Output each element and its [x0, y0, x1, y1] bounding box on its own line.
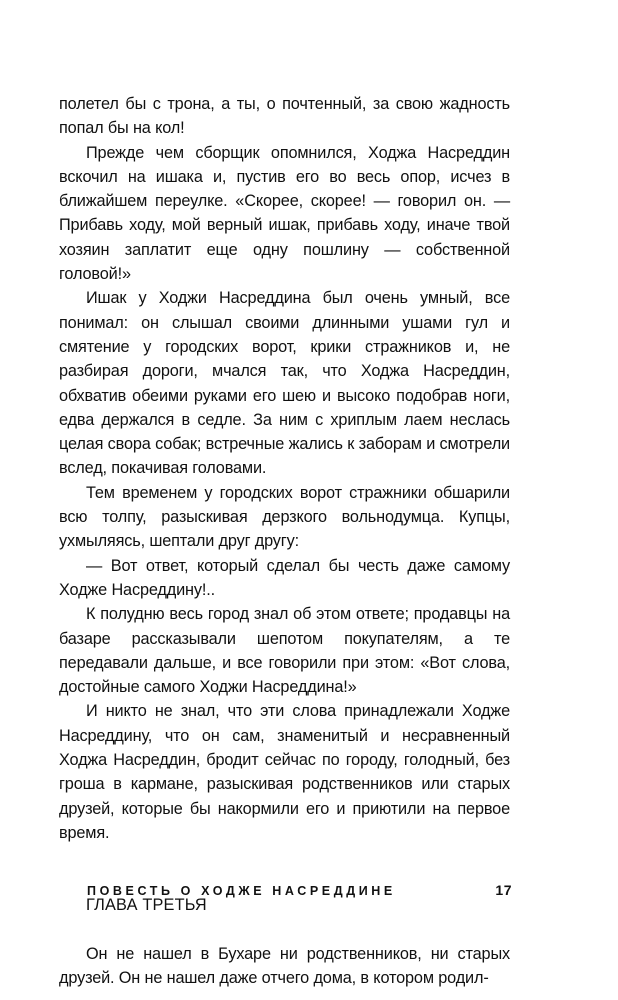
paragraph: Прежде чем сборщик опомнился, Ходжа Насреддин вскочил на ишака и, пустив его во весь опор, исчез в ближайшем переулке. «Скорее, скорее! — говорил он. — Прибавь ходу, мой верный ишак, прибавь ходу, иначе твой хозяин заплатит еще одну пошлину — собственной головой!» [59, 143, 510, 284]
book-page [59, 92, 510, 990]
paragraph: полетел бы с трона, а ты, о почтенный, за свою жадность попал бы на кол! [59, 95, 510, 138]
page-number: 17 [495, 882, 512, 898]
paragraph: Ишак у Ходжи Насреддина был очень умный, все понимал: он слышал своими длинными ушами гул и смятение у городских ворот, крики стражников и, не разбирая дороги, мчался так, что Ходжа Насреддин, обхватив обеими руками его шею и высоко подобрав ноги, едва держался в седле. За ним с хриплым лаем неслась целая свора собак; встречные жались к заборам и смотрели вслед, покачивая головами. [59, 289, 510, 478]
page-footer [87, 882, 512, 898]
paragraph: И никто не знал, что эти слова принадлежали Ходже Насреддину, что он сам, знаменитый и несравненный Ходжа Насреддин, бродит сейчас по городу, голодный, без гроша в кармане, разыскивая родственников или старых друзей, которые бы накормили его и приютили на первое время. [59, 702, 510, 842]
paragraph: Тем временем у городских ворот стражники обшарили всю толпу, разыскивая дерзкого вольнодумца. Купцы, ухмыляясь, шептали друг другу: [59, 483, 510, 551]
body-text [59, 92, 510, 845]
paragraph: К полудню весь город знал об этом ответе; продавцы на базаре рассказывали шепотом покупателям, а те передавали дальше, и все говорили при этом: «Вот слова, достойные самого Ходжи Насреддина!» [59, 605, 510, 697]
running-title: ПОВЕСТЬ О ХОДЖЕ НАСРЕДДИНЕ [87, 884, 396, 898]
paragraph: Он не нашел в Бухаре ни родственников, ни старых друзей. Он не нашел даже отчего дома, в котором родил- [59, 944, 510, 987]
chapter-body [59, 942, 510, 991]
chapter-heading: ГЛАВА ТРЕТЬЯ [86, 896, 207, 915]
paragraph: — Вот ответ, который сделал бы честь даже самому Ходже Насреддину!.. [59, 556, 510, 599]
